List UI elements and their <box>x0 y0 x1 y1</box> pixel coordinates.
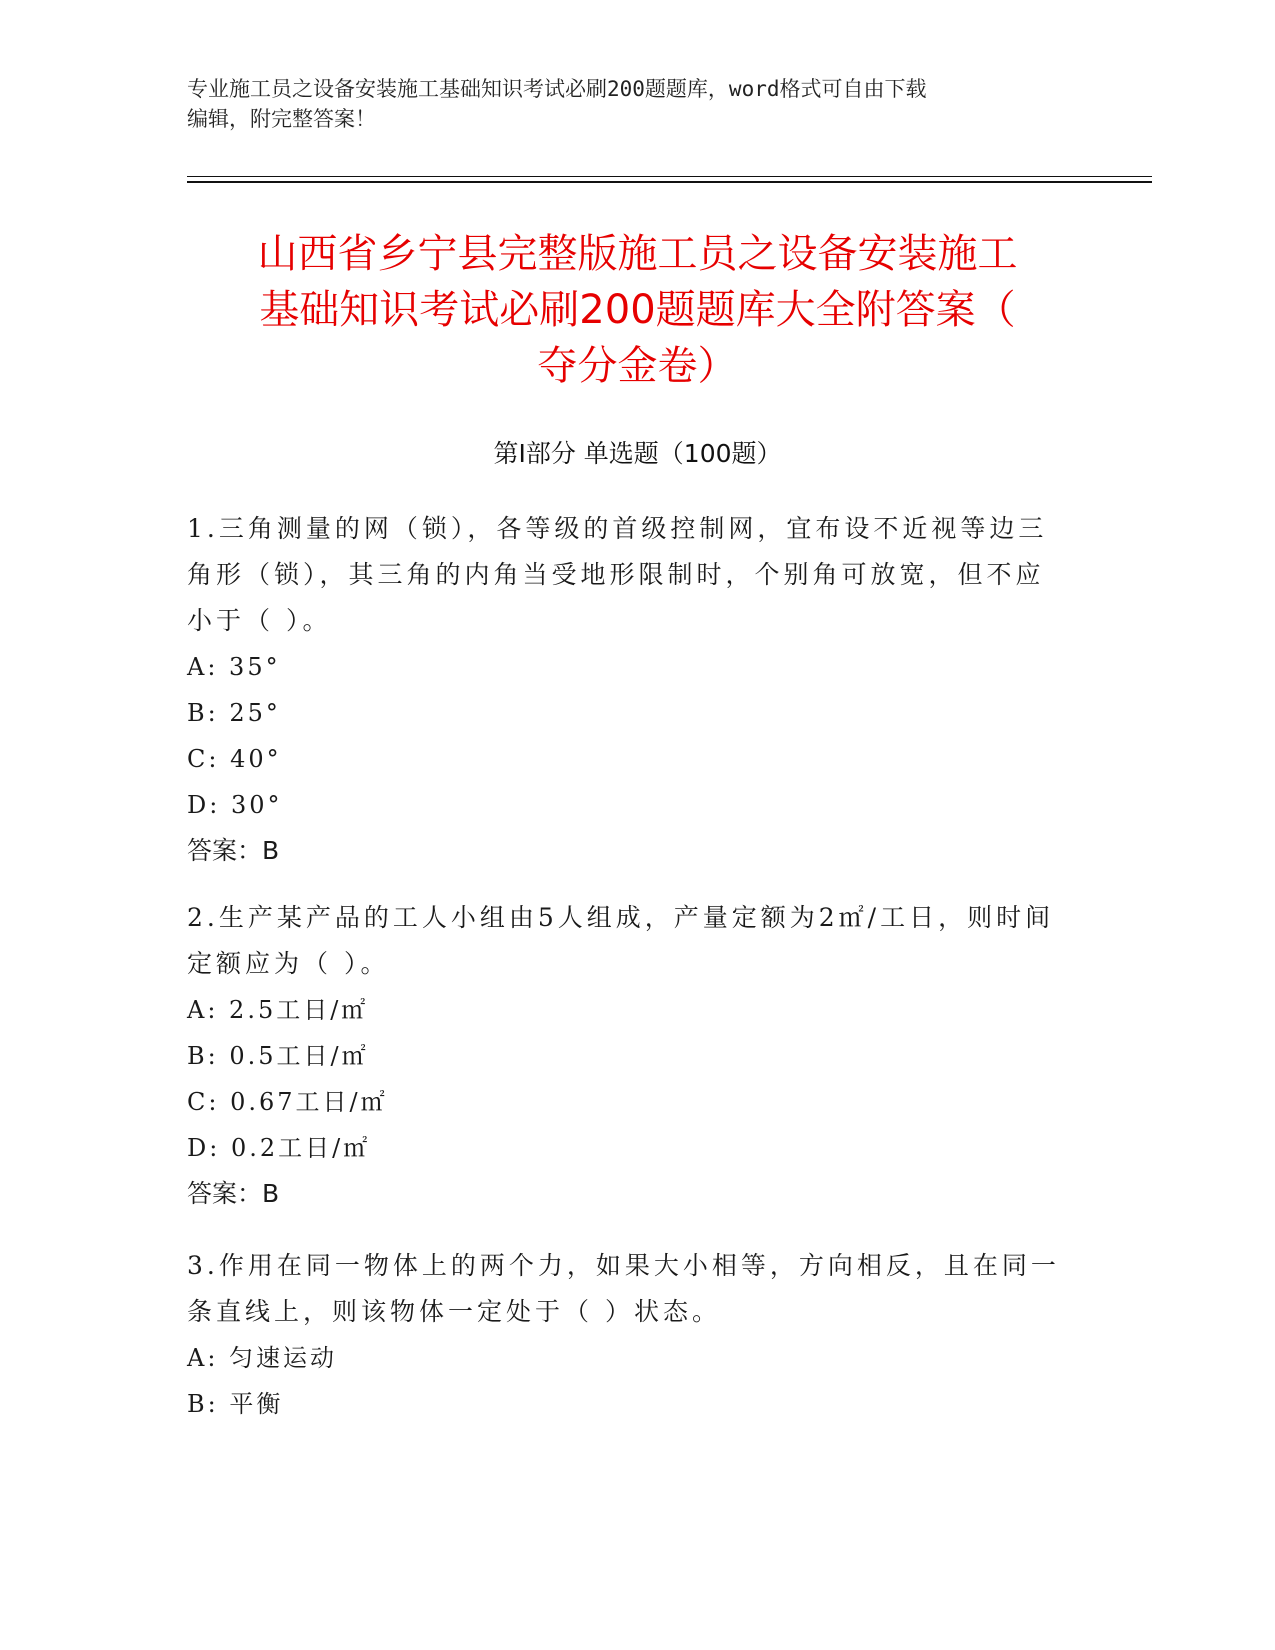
question-stem-line: 定额应为（ ）。 <box>187 949 390 978</box>
header-divider-thin <box>187 176 1152 177</box>
option-b: B: 0.5工日/㎡ <box>187 1042 369 1070</box>
header-note-line-2: 编辑，附完整答案！ <box>187 107 376 131</box>
title-line-3: 夺分金卷） <box>537 343 738 389</box>
option-a: A: 匀速运动 <box>187 1344 338 1372</box>
question-stem-line: 条直线上，则该物体一定处于（ ）状态。 <box>187 1297 721 1326</box>
option-c: C: 0.67工日/㎡ <box>187 1088 388 1116</box>
question-1 <box>187 506 1067 874</box>
option-a: A: 2.5工日/㎡ <box>187 996 369 1024</box>
title-line-1: 山西省乡宁县完整版施工员之设备安装施工 <box>257 231 1018 277</box>
header-divider-thick <box>187 181 1152 183</box>
title-line-2: 基础知识考试必刷200题题库大全附答案（ <box>259 287 1016 333</box>
question-stem-line: 3.作用在同一物体上的两个力，如果大小相等，方向相反，且在同一 <box>187 1251 1060 1280</box>
option-b: B: 25° <box>187 699 281 727</box>
question-stem-line: 2.生产某产品的工人小组由5人组成，产量定额为2㎡/工日，则时间 <box>187 903 1055 932</box>
section-heading: 第Ⅰ部分 单选题（100题） <box>493 439 782 468</box>
question-stem-line: 1.三角测量的网（锁），各等级的首级控制网，宜布设不近视等边三 <box>187 514 1048 543</box>
option-c: C: 40° <box>187 745 282 773</box>
question-2 <box>187 895 1067 1217</box>
question-3 <box>187 1243 1067 1427</box>
answer: 答案：B <box>187 836 280 865</box>
header-note-line-1: 专业施工员之设备安装施工基础知识考试必刷200题题库，word格式可自由下载 <box>187 77 927 101</box>
document-title <box>150 226 1125 394</box>
question-stem-line: 角形（锁），其三角的内角当受地形限制时，个别角可放宽，但不应 <box>187 560 1045 589</box>
option-d: D: 30° <box>187 791 283 819</box>
option-b: B: 平衡 <box>187 1390 284 1418</box>
answer: 答案：B <box>187 1179 280 1208</box>
option-a: A: 35° <box>187 653 281 681</box>
header-note <box>187 74 1067 134</box>
option-d: D: 0.2工日/㎡ <box>187 1134 371 1162</box>
question-stem-line: 小于（ ）。 <box>187 606 332 635</box>
